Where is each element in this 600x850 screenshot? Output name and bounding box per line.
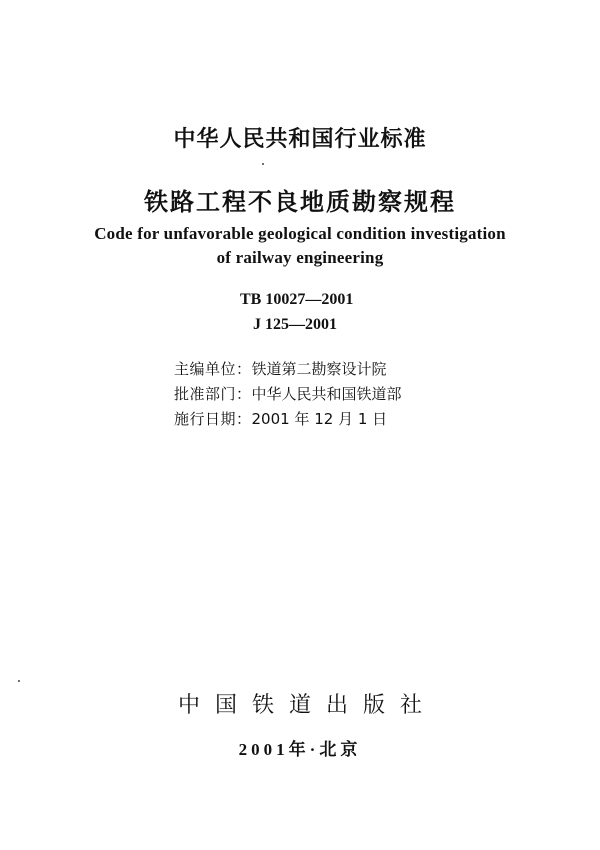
- standard-code-tb: TB 10027—2001: [240, 291, 354, 308]
- industry-standard-heading: 中华人民共和国行业标准: [173, 127, 427, 152]
- publication-place-year: 2001年·北京: [238, 740, 362, 759]
- meta-row-approver: [174, 383, 402, 404]
- document-title-english-line-2: of railway engineering: [216, 248, 384, 267]
- scan-speck: [262, 163, 264, 165]
- meta-row-effective-date: [174, 408, 387, 429]
- standard-code-j: J 125—2001: [253, 316, 337, 333]
- meta-value-effective-date: 2001 年 12 月 1 日: [251, 410, 388, 428]
- scan-speck: [18, 680, 20, 682]
- meta-value-editor: 铁道第二勘察设计院: [251, 360, 387, 378]
- document-title-chinese: 铁路工程不良地质勘察规程: [144, 188, 456, 216]
- meta-label-approver: 批准部门：: [174, 385, 252, 403]
- meta-label-editor: 主编单位：: [174, 360, 252, 378]
- publisher-name: 中国铁道出版社: [177, 692, 437, 717]
- meta-label-effective-date: 施行日期：: [174, 410, 252, 428]
- meta-row-editor: [174, 358, 387, 379]
- document-title-english-line-1: Code for unfavorable geological condition investigation: [94, 224, 506, 243]
- meta-value-approver: 中华人民共和国铁道部: [251, 385, 402, 403]
